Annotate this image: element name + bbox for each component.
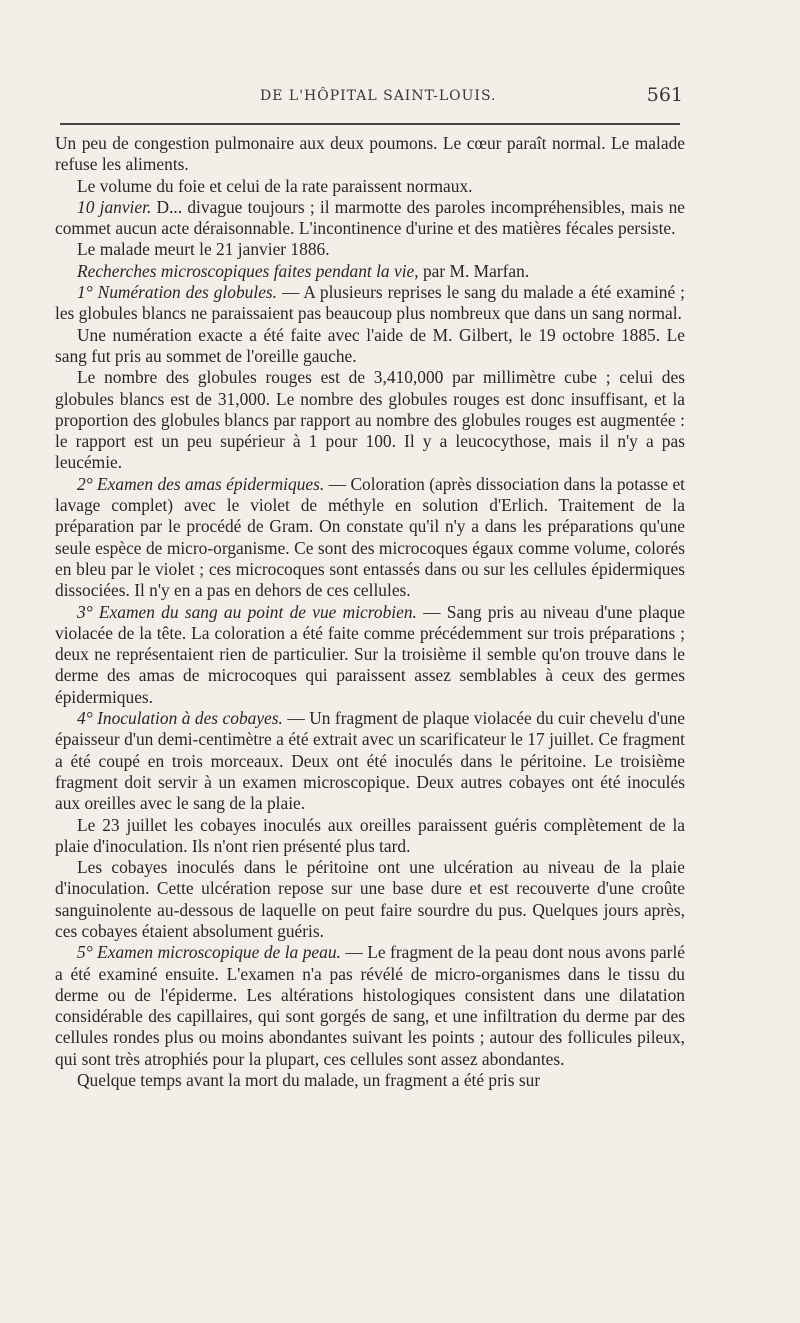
paragraph: Quelque temps avant la mort du malade, un fragment a été pris sur [77,1070,541,1091]
paragraph: 3° Examen du sang au point de vue microbien. — Sang pris au niveau d'une plaque violacée de la tête. La coloration a été faite comme précédemment sur trois préparations ; deux ne représentaient rien de particulier. Sur la troisième il semble qu'on trouve dans le derme des amas de microcoques qui paraissent assez semblables à ceux des germes épidermiques. [55,601,685,707]
paragraph: Une numération exacte a été faite avec l'aide de M. Gilbert, le 19 octobre 1885. Le sang fut pris au sommet de l'oreille gauche. [55,324,685,366]
page-header [55,84,683,110]
header-rule [60,123,680,125]
paragraph-lead: 3° Examen du sang au point de vue microbien. [77,601,417,622]
paragraph-lead: Recherches microscopiques faites pendant la vie, [77,260,419,281]
paragraph-lead: 5° Examen microscopique de la peau. [77,942,341,963]
paragraph: 4° Inoculation à des cobayes. — Un fragment de plaque violacée du cuir chevelu d'une épaisseur d'un demi-centimètre a été extrait avec un scarificateur le 17 juillet. Ce fragment a été coupé en trois morceaux. Deux ont été inoculés dans le péritoine. Le troisième fragment doit servir à un examen microscopique. Deux autres cobayes ont été inoculés aux oreilles avec le sang de la plaie. [55,708,686,814]
paragraph: 10 janvier. D... divague toujours ; il marmotte des paroles incompréhensibles, mais ne commet aucun acte déraisonnable. L'incontinence d'urine et des matières fécales persiste. [55,196,685,239]
paragraph: Le nombre des globules rouges est de 3,410,000 par millimètre cube ; celui des globules blancs est de 31,000. Le nombre des globules rouges est donc insuffisant, et la proportion des globules blancs par rapport au nombre des globules rouges est augmentée : le rapport est un peu supérieur à 1 pour 100. Il y a leucocythose, mais il n'y a pas leucémie. [55,367,685,473]
paragraph: Un peu de congestion pulmonaire aux deux poumons. Le cœur paraît normal. Le malade refuse les aliments. [55,133,685,175]
page-number: 561 [646,84,683,106]
paragraph: Recherches microscopiques faites pendant la vie, par M. Marfan. [77,260,530,281]
paragraph: Le malade meurt le 21 janvier 1886. [77,239,330,260]
paragraph-lead: 10 janvier. [77,196,152,217]
paragraph-lead: 1° Numération des globules. [77,282,278,303]
paragraph: Le 23 juillet les cobayes inoculés aux oreilles paraissent guéris complètement de la plaie d'inoculation. Ils n'ont rien présenté plus tard. [55,814,685,856]
paragraph: Les cobayes inoculés dans le péritoine ont une ulcération au niveau de la plaie d'inoculation. Cette ulcération repose sur une base dure et est recouverte d'une croûte sanguinolente au-dessous de laquelle on peut faire sourdre du pus. Quelques jours après, ces cobayes étaient absolument guéris. [55,857,685,941]
paragraph: 2° Examen des amas épidermiques. — Coloration (après dissociation dans la potasse et lavage complet) avec le violet de méthyle en solution d'Erlich. Traitement de la préparation par le procédé de Gram. On constate qu'il n'y a dans les préparations qu'une seule espèce de micro-organisme. Ce sont des microcoques égaux comme volume, colorés en bleu par le violet ; ces microcoques sont entassés dans ou sur les cellules épidermiques dissociées. Il n'y en a pas en dehors de ces cellules. [55,473,685,601]
paragraph-lead: 2° Examen des amas épidermiques. [77,473,325,494]
running-head: DE L'HÔPITAL SAINT-LOUIS. [260,88,497,104]
paragraph-lead: 4° Inoculation à des cobayes. [77,708,283,729]
paragraph: Le volume du foie et celui de la rate paraissent normaux. [77,175,473,196]
body-text [55,133,685,1091]
paragraph: 5° Examen microscopique de la peau. — Le fragment de la peau dont nous avons parlé a été examiné ensuite. L'examen n'a pas révélé de micro-organismes dans le tissu du derme ou de l'épiderme. Les altérations histologiques consistent dans une dilatation considérable des capillaires, qui sont gorgés de sang, et une infiltration du derme par des cellules rondes plus ou moins abondantes suivant les points ; autour des follicules pileux, qui sont très atrophiés pour la plupart, ces cellules sont assez abondantes. [55,942,685,1069]
paragraph: 1° Numération des globules. — A plusieurs reprises le sang du malade a été examiné ; les globules blancs ne paraissaient pas beaucoup plus nombreux que dans un sang normal. [55,282,685,324]
